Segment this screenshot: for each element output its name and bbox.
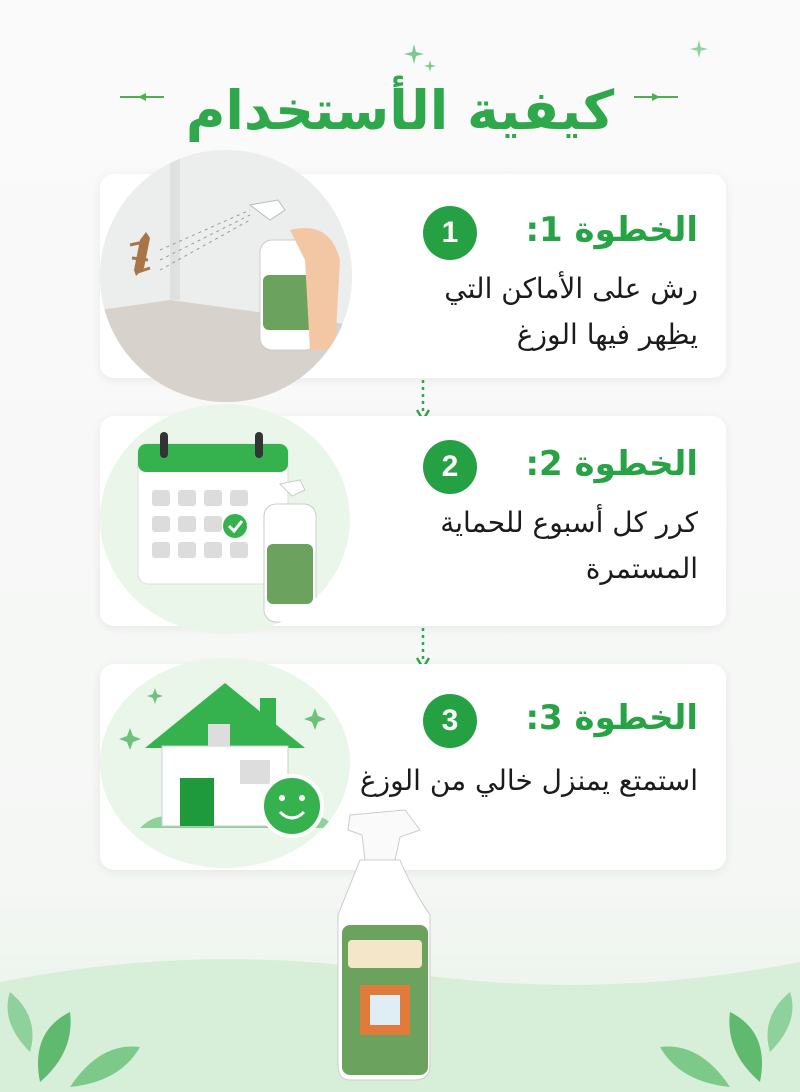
step-card-2 xyxy=(100,416,726,626)
step-number-badge: 1 xyxy=(423,206,477,260)
step-number-badge: 3 xyxy=(423,694,477,748)
step-title: الخطوة 3: xyxy=(525,698,698,738)
happy-house-icon xyxy=(100,658,350,868)
step-description-line1: رش على الأماكن التي xyxy=(444,272,698,305)
step-illustration xyxy=(100,404,350,634)
left-sparkle-icon xyxy=(118,82,168,112)
step-description-line1: استمتع يمنزل خالي من الوزغ xyxy=(359,764,698,797)
step-title: الخطوة 2: xyxy=(525,444,698,484)
page-title: كيفية الأستخدام xyxy=(185,78,615,142)
step-card-1 xyxy=(100,174,726,378)
spray-on-wall-icon xyxy=(100,150,352,402)
star-sparkle-icon xyxy=(424,60,436,72)
step-description-line2: يظِهر فيها الوزغ xyxy=(516,318,698,351)
right-sparkle-icon xyxy=(630,82,680,112)
star-sparkle-icon xyxy=(404,44,424,64)
calendar-check-icon xyxy=(100,404,350,634)
step-description-line1: كرر كل أسبوع للحماية xyxy=(440,506,698,539)
star-sparkle-icon xyxy=(690,40,708,58)
step-number-badge: 2 xyxy=(423,440,477,494)
step-illustration xyxy=(100,150,352,402)
step-title: الخطوة 1: xyxy=(525,210,698,250)
product-bottle-icon xyxy=(330,805,440,1085)
step-description-line2: المستمرة xyxy=(585,552,698,585)
step-illustration xyxy=(100,658,350,868)
